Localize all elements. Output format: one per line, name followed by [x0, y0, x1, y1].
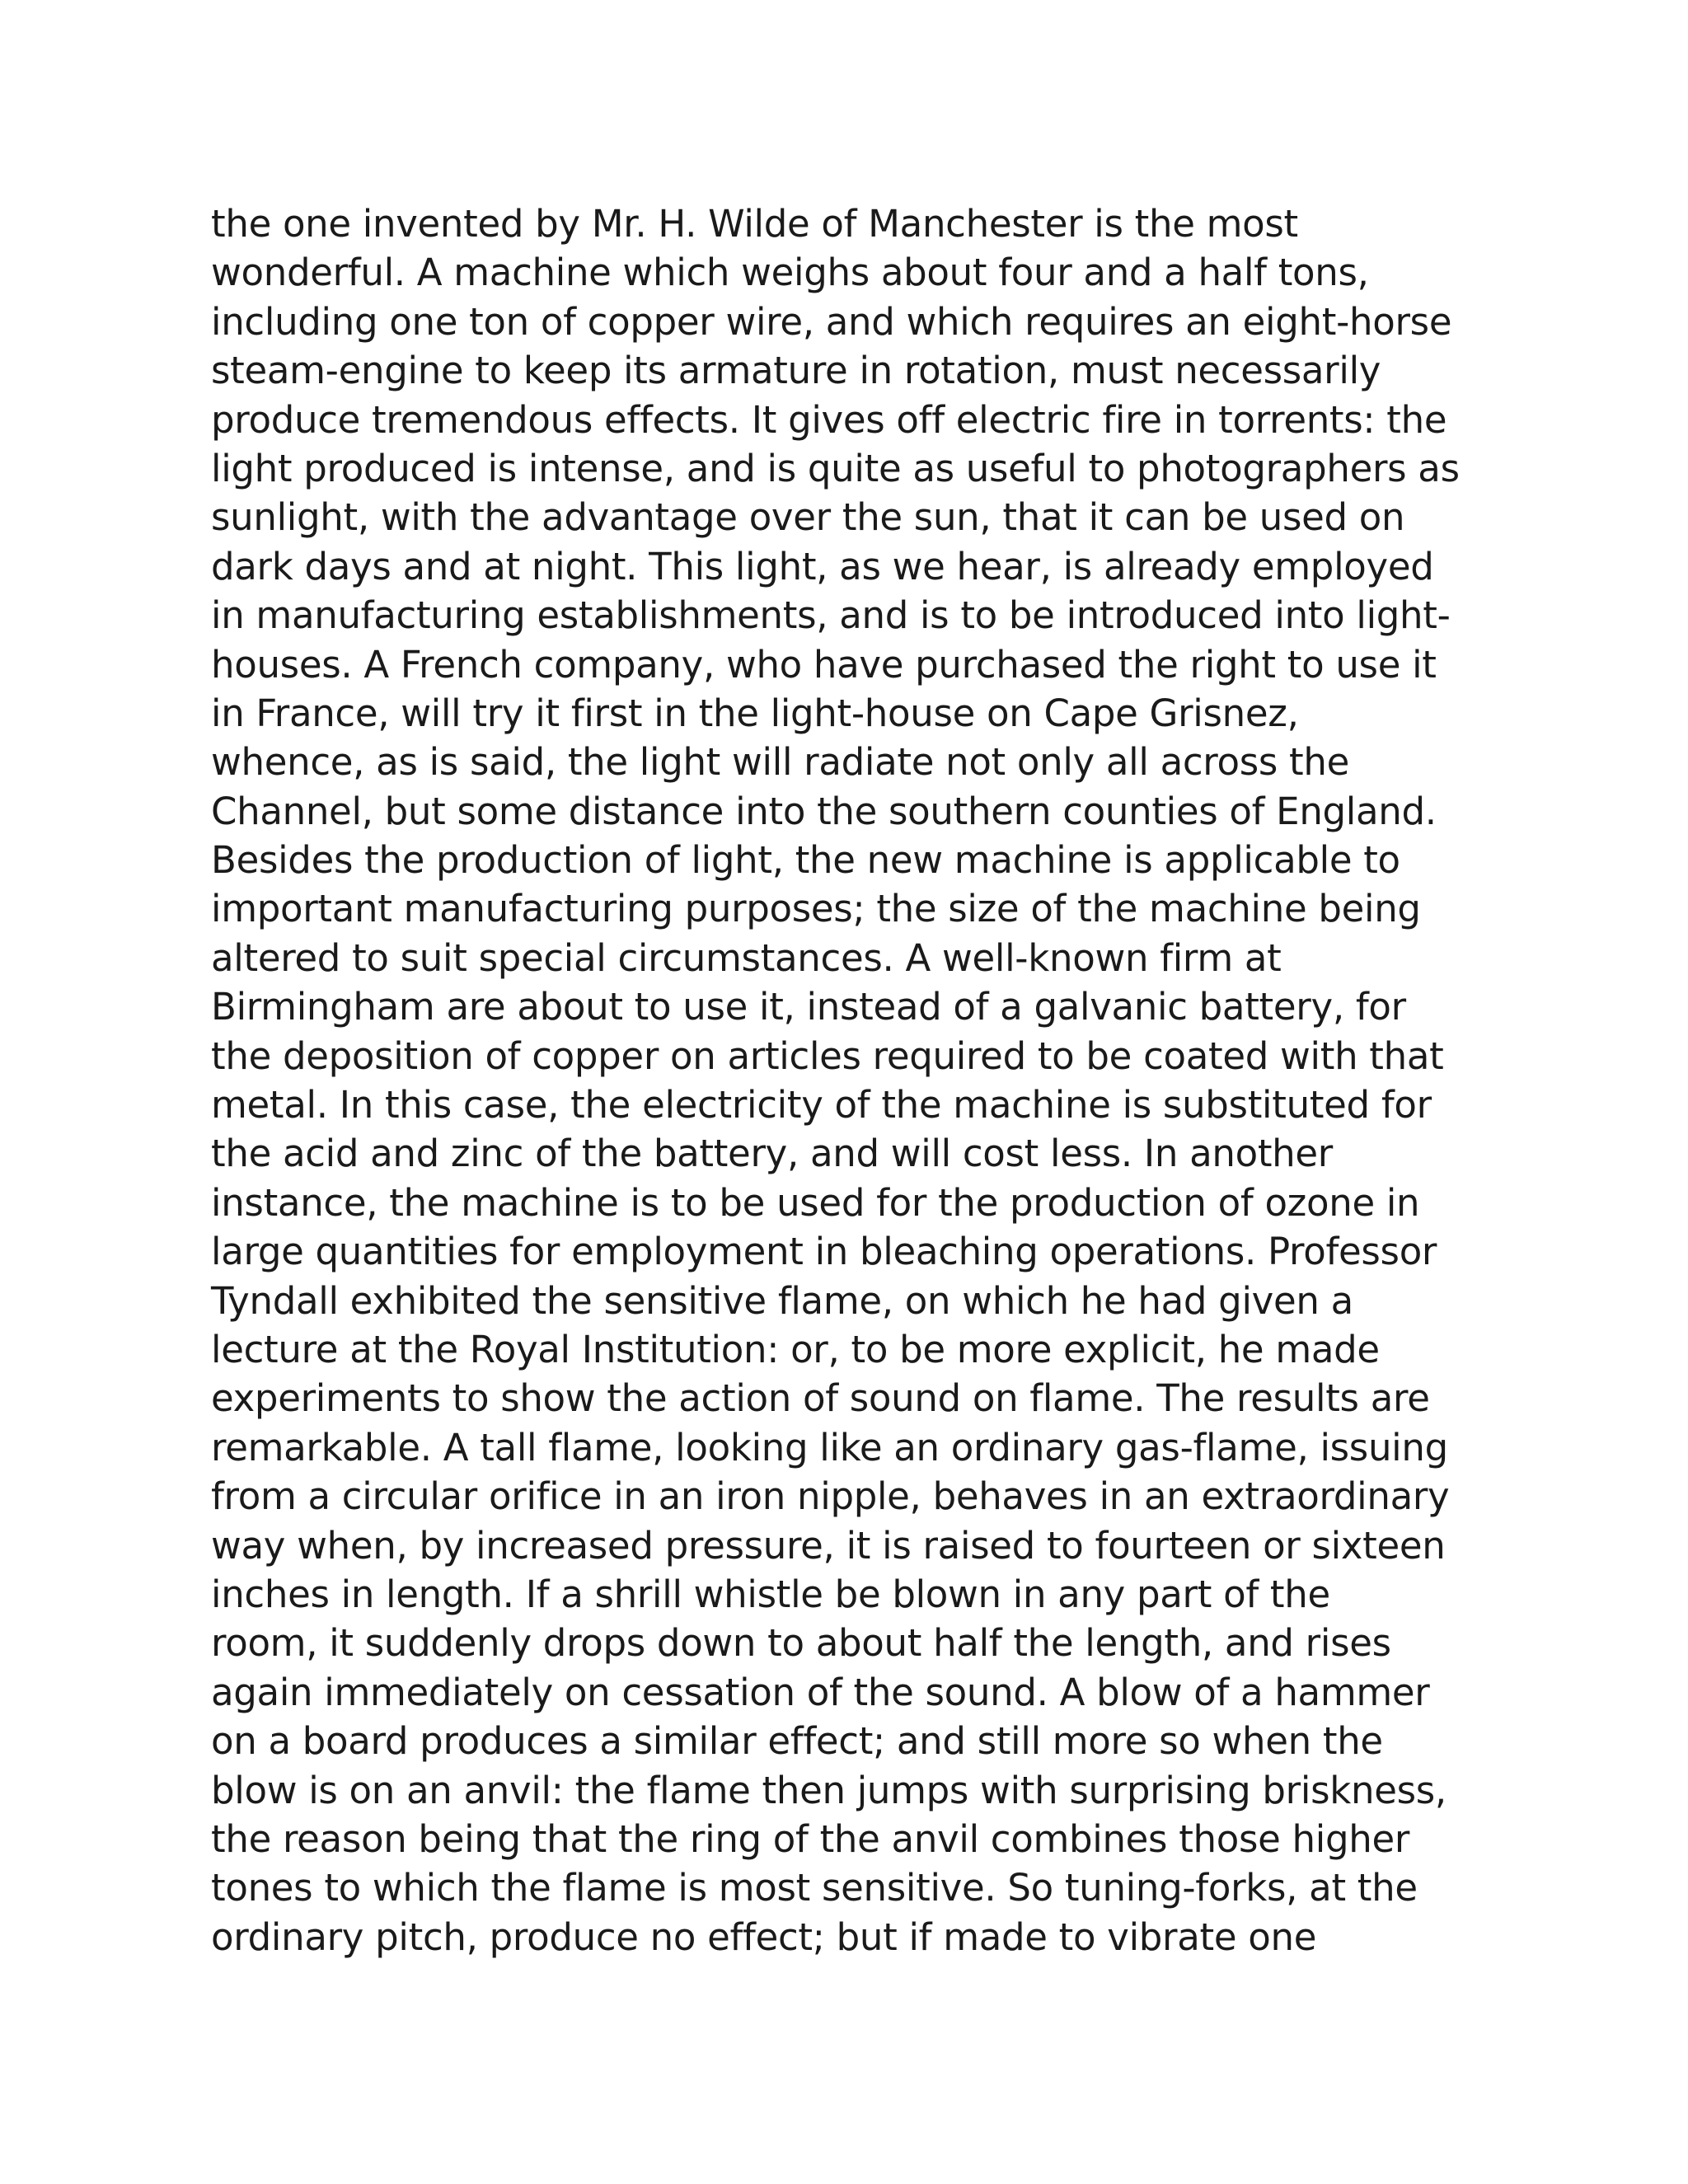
- text-line: inches in length. If a shrill whistle be blown in any part of the: [211, 1572, 1330, 1616]
- text-line: the one invented by Mr. H. Wilde of Manchester is the most: [211, 202, 1298, 246]
- text-line: altered to suit special circumstances. A well-known firm at: [211, 935, 1282, 980]
- text-line: Birmingham are about to use it, instead of a galvanic battery, for: [211, 985, 1406, 1029]
- text-line: large quantities for employment in bleaching operations. Professor: [211, 1230, 1437, 1274]
- text-line: way when, by increased pressure, it is raised to fourteen or sixteen: [211, 1523, 1446, 1568]
- text-line: Besides the production of light, the new machine is applicable to: [211, 838, 1400, 883]
- text-line: in France, will try it first in the light-house on Cape Grisnez,: [211, 691, 1299, 735]
- text-line: remarkable. A tall flame, looking like an ordinary gas-flame, issuing: [211, 1425, 1448, 1469]
- text-line: produce tremendous effects. It gives off electric fire in torrents: the: [211, 397, 1447, 442]
- text-line: in manufacturing establishments, and is to be introduced into light-: [211, 593, 1451, 638]
- text-line: light produced is intense, and is quite as useful to photographers as: [211, 446, 1460, 490]
- text-line: from a circular orifice in an iron nipple, behaves in an extraordinary: [211, 1474, 1450, 1519]
- text-line: dark days and at night. This light, as we hear, is already employed: [211, 544, 1434, 588]
- text-line: steam-engine to keep its armature in rotation, must necessarily: [211, 349, 1381, 393]
- text-line: including one ton of copper wire, and which requires an eight-horse: [211, 299, 1452, 344]
- text-line: ordinary pitch, produce no effect; but if made to vibrate one: [211, 1915, 1317, 1959]
- body-text: [211, 199, 1530, 1961]
- text-line: Tyndall exhibited the sensitive flame, on which he had given a: [211, 1278, 1353, 1323]
- text-line: sunlight, with the advantage over the sun, that it can be used on: [211, 495, 1405, 540]
- text-line: again immediately on cessation of the sound. A blow of a hammer: [211, 1670, 1430, 1714]
- text-line: whence, as is said, the light will radiate not only all across the: [211, 740, 1349, 785]
- text-line: Channel, but some distance into the southern counties of England.: [211, 789, 1437, 833]
- text-line: important manufacturing purposes; the size of the machine being: [211, 887, 1421, 931]
- text-line: room, it suddenly drops down to about half the length, and rises: [211, 1621, 1391, 1666]
- text-line: the acid and zinc of the battery, and will cost less. In another: [211, 1132, 1333, 1176]
- text-line: tones to which the flame is most sensitive. So tuning-forks, at the: [211, 1866, 1418, 1910]
- text-line: the deposition of copper on articles required to be coated with that: [211, 1033, 1444, 1078]
- text-line: lecture at the Royal Institution: or, to be more explicit, he made: [211, 1327, 1380, 1371]
- text-line: on a board produces a similar effect; and still more so when the: [211, 1719, 1383, 1764]
- text-line: metal. In this case, the electricity of the machine is substituted for: [211, 1083, 1432, 1127]
- text-line: wonderful. A machine which weighs about four and a half tons,: [211, 251, 1369, 295]
- text-line: experiments to show the action of sound on flame. The results are: [211, 1376, 1430, 1421]
- text-line: blow is on an anvil: the flame then jumps with surprising briskness,: [211, 1768, 1447, 1812]
- text-line: instance, the machine is to be used for the production of ozone in: [211, 1180, 1420, 1225]
- text-line: houses. A French company, who have purchased the right to use it: [211, 642, 1437, 687]
- text-line: the reason being that the ring of the anvil combines those higher: [211, 1816, 1410, 1861]
